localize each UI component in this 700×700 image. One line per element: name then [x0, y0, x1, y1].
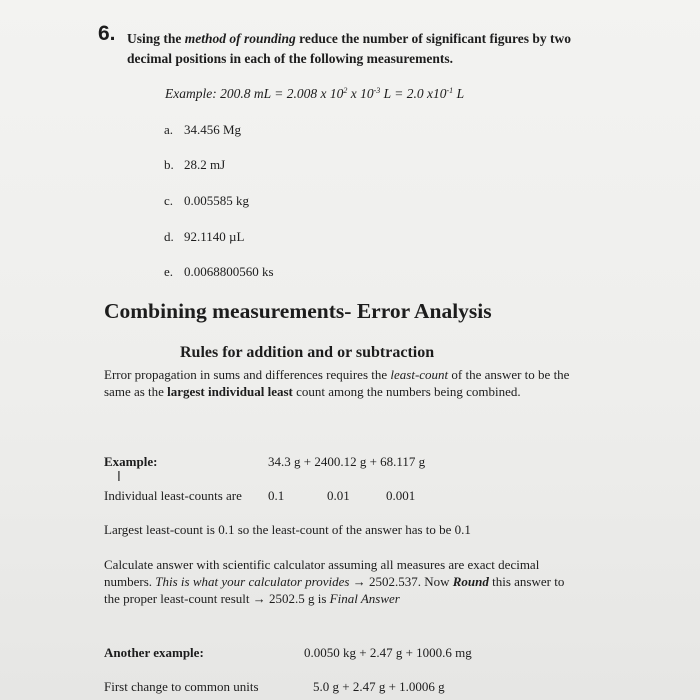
common-units-label: First change to common units [104, 679, 259, 694]
section-subtitle: Rules for addition and or subtraction [180, 344, 435, 361]
least-count-value: 0.01 [327, 488, 350, 503]
list-item: c. 0.005585 kg [164, 193, 249, 208]
rule-line-1: Error propagation in sums and differences requires the least-count of the answer to be the [104, 367, 570, 382]
calc-line-3: the proper least-count result → 2502.5 g is Final Answer [104, 591, 400, 606]
least-count-value: 0.1 [268, 488, 285, 503]
text-cursor-icon: I [117, 470, 121, 485]
another-example-label: Another example: [104, 645, 204, 660]
list-item: e. 0.0068800560 ks [164, 264, 274, 279]
rounding-example: Example: 200.8 mL = 2.008 x $10^2$ x $10^{-3}$ L = 2.0 $x10^{-1}$ L [165, 86, 465, 101]
calc-line-1: Calculate answer with scientific calculator assuming all measures are exact decimal [104, 557, 540, 572]
largest-least-count-line: Largest least-count is 0.1 so the least-count of the answer has to be 0.1 [104, 522, 471, 537]
section-title: Combining measurements- Error Analysis [104, 299, 492, 323]
list-item: a. 34.456 Mg [164, 122, 242, 137]
rule-line-2: same as the largest individual least count among the numbers being combined. [104, 384, 521, 399]
another-example-expression: 0.0050 kg + 2.47 g + 1000.6 mg [304, 645, 472, 660]
converted-expression: 5.0 g + 2.47 g + 1.0006 g [313, 679, 445, 694]
least-counts-label: Individual least-counts are [104, 488, 242, 503]
list-item: d. 92.1140 µL [164, 229, 245, 244]
question-number: 6. [98, 22, 116, 45]
list-item: b. 28.2 mJ [164, 157, 226, 172]
example-label: Example: [104, 454, 158, 469]
question-line-1: Using the method of rounding reduce the number of significant figures by two [127, 31, 572, 46]
question-line-2: decimal positions in each of the following measurements. [127, 51, 453, 66]
least-count-value: 0.001 [386, 488, 416, 503]
example-expression: 34.3 g + 2400.12 g + 68.117 g [268, 454, 426, 469]
calc-line-2: numbers. This is what your calculator provides → 2502.537. Now Round this answer to [104, 574, 565, 589]
